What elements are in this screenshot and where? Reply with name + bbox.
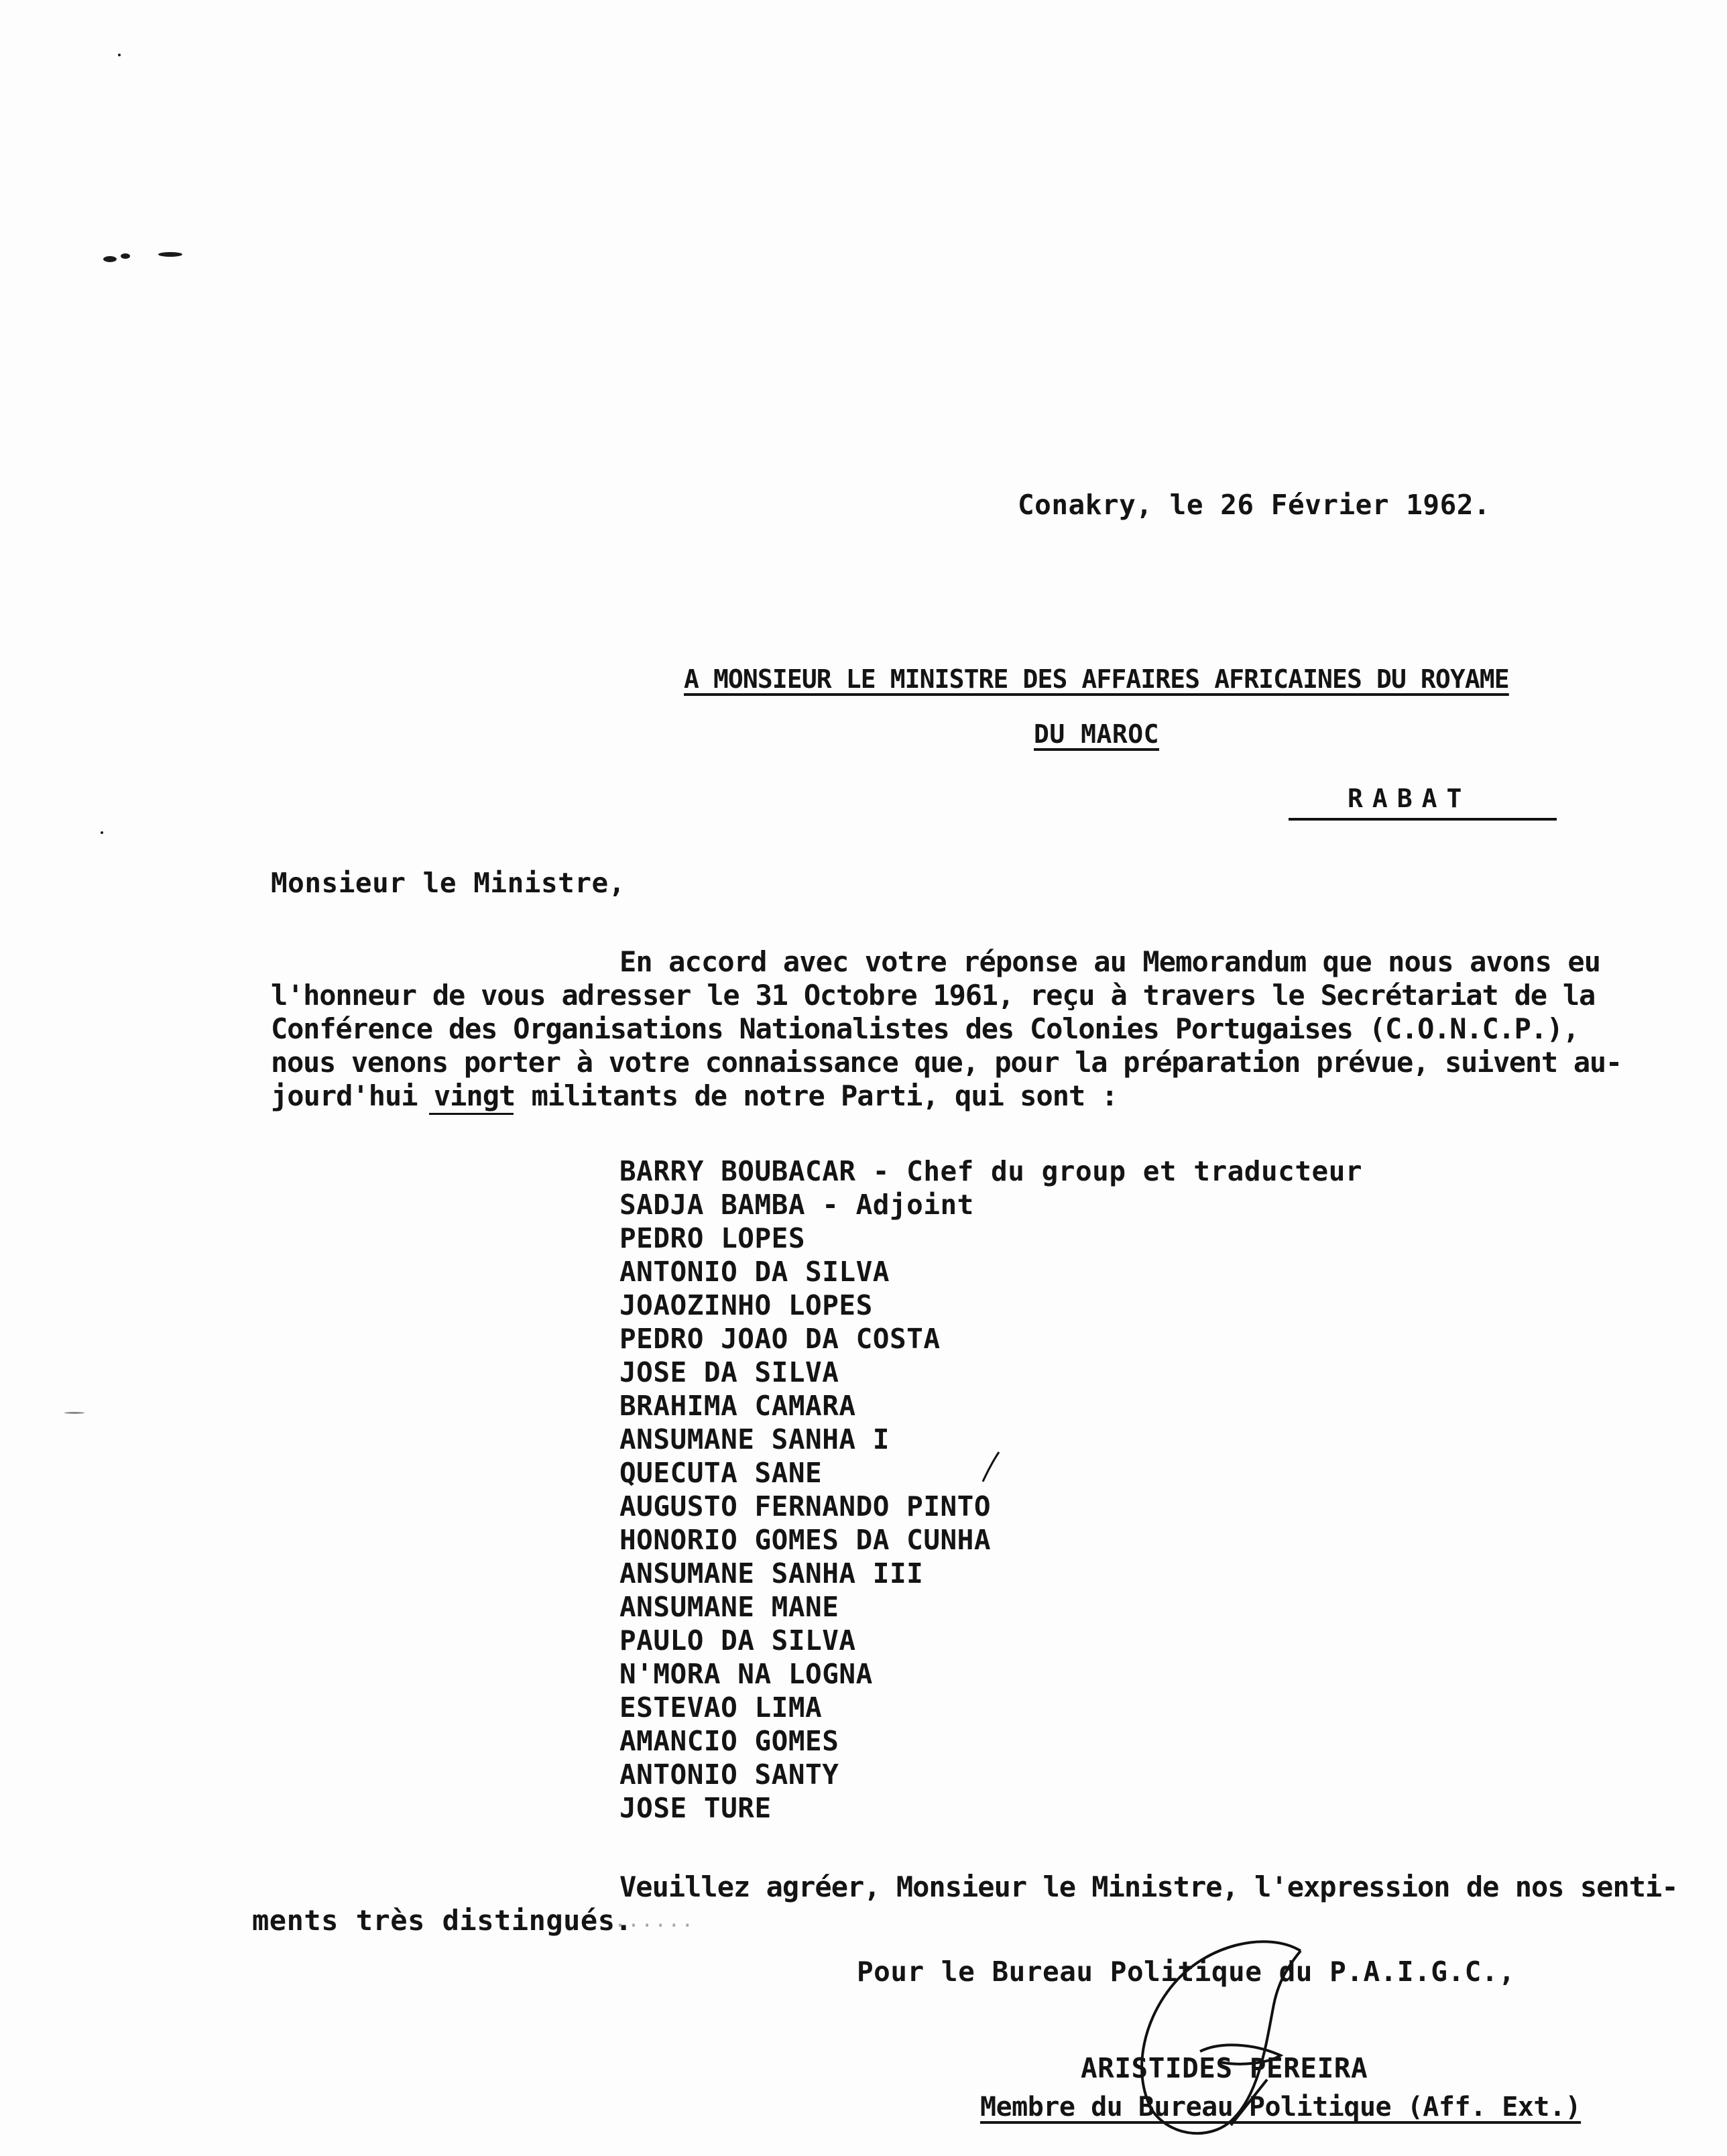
militant-list-item: ANSUMANE SANHA III — [619, 1557, 924, 1590]
ink-speck — [64, 1412, 84, 1414]
recipient-line-2: DU MAROC — [1034, 719, 1160, 749]
closing-line-2: ments très distingués. — [252, 1904, 633, 1937]
militant-list-item: N'MORA NA LOGNA — [619, 1658, 873, 1690]
signature-intro: Pour le Bureau Politique du P.A.I.G.C., — [857, 1956, 1516, 1988]
city-underline — [1289, 818, 1557, 821]
militant-list-item: PAULO DA SILVA — [619, 1624, 856, 1657]
body-line-1: En accord avec votre réponse au Memorandum que nous avons eu — [619, 945, 1601, 978]
salutation: Monsieur le Ministre, — [271, 867, 626, 899]
militant-list-item: HONORIO GOMES DA CUNHA — [619, 1524, 992, 1556]
militant-list-item: PEDRO JOAO DA COSTA — [619, 1323, 941, 1355]
militant-list-item: AUGUSTO FERNANDO PINTO — [619, 1490, 992, 1522]
militant-list-item: SADJA BAMBA - Adjoint — [619, 1189, 974, 1221]
ink-speck — [118, 54, 121, 56]
militant-list-item: JOSE DA SILVA — [619, 1356, 839, 1388]
date-line: Conakry, le 26 Février 1962. — [1018, 489, 1491, 521]
body-line-3: Conférence des Organisations Nationalistes des Colonies Portugaises (C.O.N.C.P.), — [271, 1012, 1579, 1045]
body-line-4: nous venons porter à votre connaissance que, pour la préparation prévue, suivent au- — [271, 1046, 1622, 1079]
militant-list-item: BARRY BOUBACAR - Chef du group et traducteur — [619, 1155, 1363, 1187]
militant-list-item: ESTEVAO LIMA — [619, 1691, 823, 1724]
ink-speck — [101, 831, 103, 834]
militant-list-item: PEDRO LOPES — [619, 1222, 806, 1254]
recipient-line-1: A MONSIEUR LE MINISTRE DES AFFAIRES AFRICAINES DU ROYAME — [684, 664, 1509, 694]
pen-tick-mark — [979, 1448, 1006, 1488]
signatory-name: ARISTIDES PEREIRA — [1081, 2052, 1368, 2084]
militant-list-item: JOAOZINHO LOPES — [619, 1289, 873, 1321]
body-line-2: l'honneur de vous adresser le 31 Octobre 1961, reçu à travers le Secrétariat de la — [271, 979, 1596, 1012]
closing-trail: ...... — [614, 1909, 695, 1932]
recipient-city: RABAT — [1348, 784, 1472, 813]
vingt-underline — [429, 1113, 514, 1115]
militant-list-item: ANTONIO SANTY — [619, 1758, 839, 1791]
ink-speck — [121, 253, 130, 259]
ink-speck — [103, 256, 117, 262]
signatory-title: Membre du Bureau Politique (Aff. Ext.) — [980, 2092, 1582, 2122]
body-line-5: jourd'hui vingt militants de notre Parti, qui sont : — [271, 1079, 1118, 1112]
ink-speck — [158, 252, 182, 257]
militant-list-item: BRAHIMA CAMARA — [619, 1390, 856, 1422]
militant-list-item: JOSE TURE — [619, 1792, 772, 1824]
closing-line-1: Veuillez agréer, Monsieur le Ministre, l'expression de nos senti- — [619, 1870, 1678, 1903]
militant-list-item: ANSUMANE SANHA I — [619, 1423, 890, 1455]
militant-list-item: ANSUMANE MANE — [619, 1591, 839, 1623]
militant-list-item: AMANCIO GOMES — [619, 1725, 839, 1757]
militant-list-item: ANTONIO DA SILVA — [619, 1256, 890, 1288]
militant-list-item: QUECUTA SANE — [619, 1457, 823, 1489]
